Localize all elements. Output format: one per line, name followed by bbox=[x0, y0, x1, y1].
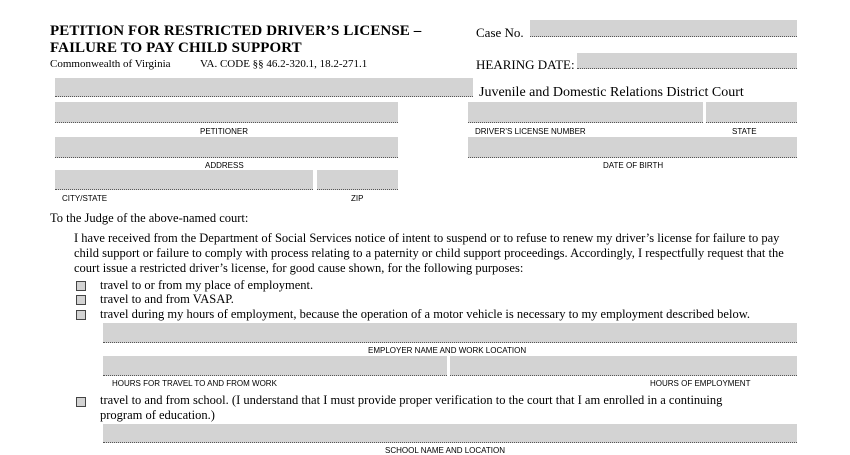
salutation: To the Judge of the above-named court: bbox=[50, 211, 249, 225]
jurisdiction: Commonwealth of Virginia bbox=[50, 58, 171, 70]
date-of-birth-label: DATE OF BIRTH bbox=[603, 161, 664, 170]
employment-travel-checkbox[interactable] bbox=[76, 281, 86, 291]
petition-paragraph-line1: I have received from the Department of Social Services notice of intent to suspend or to refuse to renew my driver’s license for failure to pay bbox=[74, 231, 780, 245]
hours-employment-field[interactable] bbox=[450, 356, 797, 376]
school-checkbox[interactable] bbox=[76, 397, 86, 407]
court-name-field[interactable] bbox=[55, 78, 473, 97]
hours-travel-field[interactable] bbox=[103, 356, 447, 376]
employer-label: EMPLOYER NAME AND WORK LOCATION bbox=[368, 346, 527, 355]
option-school-line2: program of education.) bbox=[100, 408, 215, 422]
school-label: SCHOOL NAME AND LOCATION bbox=[385, 446, 506, 455]
drivers-license-field[interactable] bbox=[468, 102, 703, 123]
drivers-license-label: DRIVER’S LICENSE NUMBER bbox=[475, 127, 586, 136]
zip-field[interactable] bbox=[317, 170, 398, 190]
hearing-date-label: HEARING DATE: bbox=[476, 57, 575, 72]
state-field[interactable] bbox=[706, 102, 797, 123]
address-field[interactable] bbox=[55, 137, 398, 158]
date-of-birth-field[interactable] bbox=[468, 137, 797, 158]
petition-paragraph-line3: court issue a restricted driver’s license, for good cause shown, for the following purposes: bbox=[74, 261, 524, 275]
option-school-line1: travel to and from school. (I understand that I must provide proper verification to the court that I am enrolled in a continuing bbox=[100, 393, 723, 407]
form-title-line1: PETITION FOR RESTRICTED DRIVER’S LICENSE – bbox=[50, 23, 422, 39]
case-no-label: Case No. bbox=[476, 25, 524, 40]
hours-travel-label: HOURS FOR TRAVEL TO AND FROM WORK bbox=[112, 379, 277, 388]
petitioner-field[interactable] bbox=[55, 102, 398, 123]
vasap-checkbox[interactable] bbox=[76, 295, 86, 305]
school-field[interactable] bbox=[103, 424, 797, 443]
form-title-line2: FAILURE TO PAY CHILD SUPPORT bbox=[50, 40, 302, 56]
option-during-employment: travel during my hours of employment, because the operation of a motor vehicle is necessary to my employment described below. bbox=[100, 307, 751, 321]
city-state-field[interactable] bbox=[55, 170, 313, 190]
city-state-label: CITY/STATE bbox=[62, 194, 108, 203]
during-employment-checkbox[interactable] bbox=[76, 310, 86, 320]
va-code: VA. CODE §§ 46.2-320.1, 18.2-271.1 bbox=[200, 58, 368, 70]
zip-label: ZIP bbox=[351, 194, 364, 203]
hearing-date-field[interactable] bbox=[577, 53, 797, 69]
case-no-field[interactable] bbox=[530, 20, 797, 37]
hours-employment-label: HOURS OF EMPLOYMENT bbox=[650, 379, 751, 388]
option-vasap: travel to and from VASAP. bbox=[100, 292, 234, 306]
petition-paragraph-line2: child support or failure to comply with process relating to a paternity or child support proceedings. Accordingly, I respectfully request that the bbox=[74, 246, 784, 260]
petitioner-label: PETITIONER bbox=[200, 127, 249, 136]
state-label: STATE bbox=[732, 127, 757, 136]
address-label: ADDRESS bbox=[205, 161, 244, 170]
option-employment-travel: travel to or from my place of employment. bbox=[100, 278, 314, 292]
employer-field[interactable] bbox=[103, 323, 797, 343]
court-type: Juvenile and Domestic Relations District Court bbox=[479, 85, 744, 100]
